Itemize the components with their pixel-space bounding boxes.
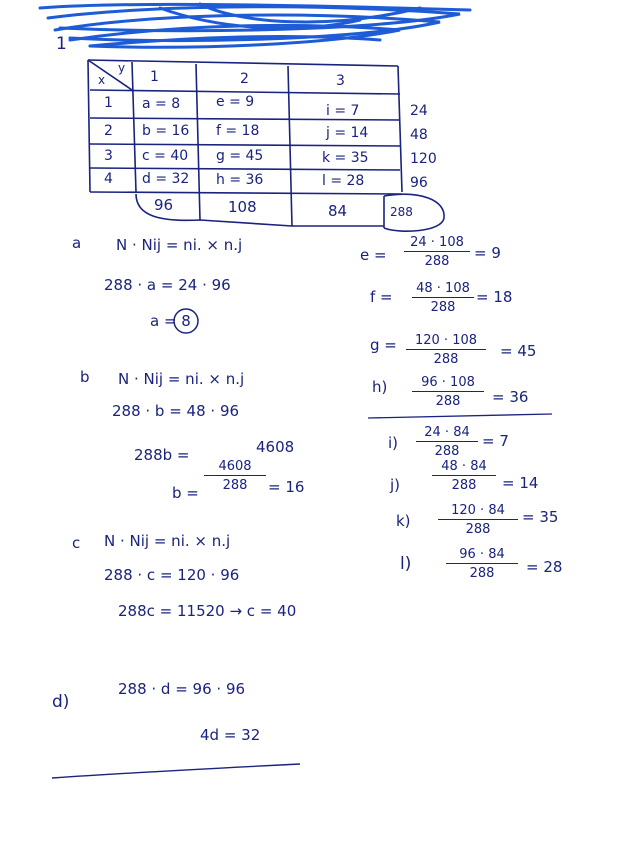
part-b-label: b (80, 368, 90, 386)
calc-j-result: = 14 (502, 474, 539, 492)
part-c-label: c (72, 534, 81, 552)
calc-f-result: = 18 (476, 288, 513, 306)
fraction-numerator: 48 · 84 (441, 459, 487, 474)
table-cell: h = 36 (216, 172, 264, 188)
table-cell: f = 18 (216, 123, 260, 139)
row-total: 24 (410, 103, 428, 119)
table-cell: d = 32 (142, 171, 190, 187)
row-total: 96 (410, 175, 428, 191)
grand-total: 288 (390, 205, 413, 219)
table-cell: l = 28 (322, 173, 365, 189)
row-total: 48 (410, 127, 428, 143)
table-cell: b = 16 (142, 123, 190, 139)
col-total: 96 (154, 196, 174, 214)
table-cell: c = 40 (142, 148, 189, 164)
calc-g-label: g = (370, 336, 397, 354)
row-header-1: 1 (104, 95, 113, 111)
table-header-y: y (118, 61, 126, 75)
calc-l-result: = 28 (526, 558, 563, 576)
part-d-equation: 288 · d = 96 · 96 (118, 680, 246, 698)
part-a-equation: 288 · a = 24 · 96 (104, 276, 231, 294)
calc-k-result: = 35 (522, 508, 559, 526)
fraction-denominator: 288 (432, 475, 496, 492)
calc-j-label: j) (390, 476, 401, 494)
row-total: 120 (410, 151, 437, 167)
calc-i-label: i) (388, 434, 399, 452)
col-header-1: 1 (150, 69, 159, 85)
table-cell: a = 8 (142, 96, 181, 112)
row-header-3: 3 (104, 148, 113, 164)
part-b-formula: N · Nij = ni. × n.j (118, 370, 245, 388)
fraction-denominator: 288 (404, 251, 470, 268)
part-b-fraction (204, 460, 266, 492)
calc-e-label: e = (360, 246, 387, 264)
fraction-numerator: 96 · 84 (459, 547, 505, 562)
col-total: 108 (228, 198, 257, 216)
table-cell: i = 7 (326, 103, 360, 119)
col-header-3: 3 (336, 73, 345, 89)
fraction-numerator: 24 · 84 (424, 425, 470, 440)
part-b-step: 288b = (134, 446, 190, 464)
table-cell: j = 14 (326, 125, 369, 141)
fraction-numerator: 24 · 108 (410, 235, 464, 250)
part-a-formula: N · Nij = ni. × n.j (116, 236, 243, 254)
calc-l-label: l) (400, 554, 412, 574)
part-c-formula: N · Nij = ni. × n.j (104, 532, 231, 550)
redaction-scribble (40, 4, 470, 47)
table-cell: g = 45 (216, 148, 264, 164)
fraction-numerator: 120 · 108 (414, 333, 478, 348)
calc-j-fraction (432, 460, 496, 492)
col-total: 84 (328, 202, 348, 220)
calc-h-result: = 36 (492, 388, 529, 406)
fraction-numerator: 4608 (218, 459, 252, 474)
table-cell: e = 9 (216, 94, 255, 110)
fraction-denominator: 288 (204, 475, 266, 492)
fraction-numerator: 48 · 108 (416, 281, 470, 296)
part-b-lhs: b = (172, 484, 199, 502)
fraction-denominator: 288 (412, 297, 474, 314)
fraction-denominator: 288 (406, 349, 486, 366)
calc-h-fraction (412, 376, 484, 408)
row-header-2: 2 (104, 123, 113, 139)
problem-number: 1 (56, 34, 67, 54)
part-c-result: 288c = 11520 → c = 40 (118, 602, 297, 620)
calc-e-fraction (404, 236, 470, 268)
bottom-line (52, 764, 300, 778)
part-a-label: a (72, 234, 82, 252)
part-a-result: a = 8 (150, 312, 191, 330)
part-c-equation: 288 · c = 120 · 96 (104, 566, 240, 584)
calc-h-label: h) (372, 378, 388, 396)
calc-l-fraction (446, 548, 518, 580)
part-b-equation: 288 · b = 48 · 96 (112, 402, 240, 420)
calc-f-fraction (412, 282, 474, 314)
row-header-4: 4 (104, 171, 113, 187)
fraction-denominator: 288 (438, 519, 518, 536)
part-d-result: 4d = 32 (200, 726, 261, 744)
fraction-numerator: 120 · 84 (451, 503, 505, 518)
calc-k-fraction (438, 504, 518, 536)
table-header-x: x (98, 73, 106, 87)
fraction-numerator: 96 · 108 (421, 375, 475, 390)
divider-line (368, 414, 552, 418)
calc-i-fraction (416, 426, 478, 458)
col-header-2: 2 (240, 71, 249, 87)
calc-i-result: = 7 (482, 432, 509, 450)
table-cell: k = 35 (322, 150, 369, 166)
fraction-denominator: 288 (416, 441, 478, 458)
calc-f-label: f = (370, 288, 393, 306)
part-d-label: d) (52, 692, 70, 712)
calc-e-result: = 9 (474, 244, 501, 262)
fraction-denominator: 288 (412, 391, 484, 408)
fraction-denominator: 288 (446, 563, 518, 580)
calc-g-result: = 45 (500, 342, 537, 360)
calc-k-label: k) (396, 512, 411, 530)
part-b-result: = 16 (268, 478, 305, 496)
calc-g-fraction (406, 334, 486, 366)
part-b-step-value: 4608 (256, 438, 295, 456)
